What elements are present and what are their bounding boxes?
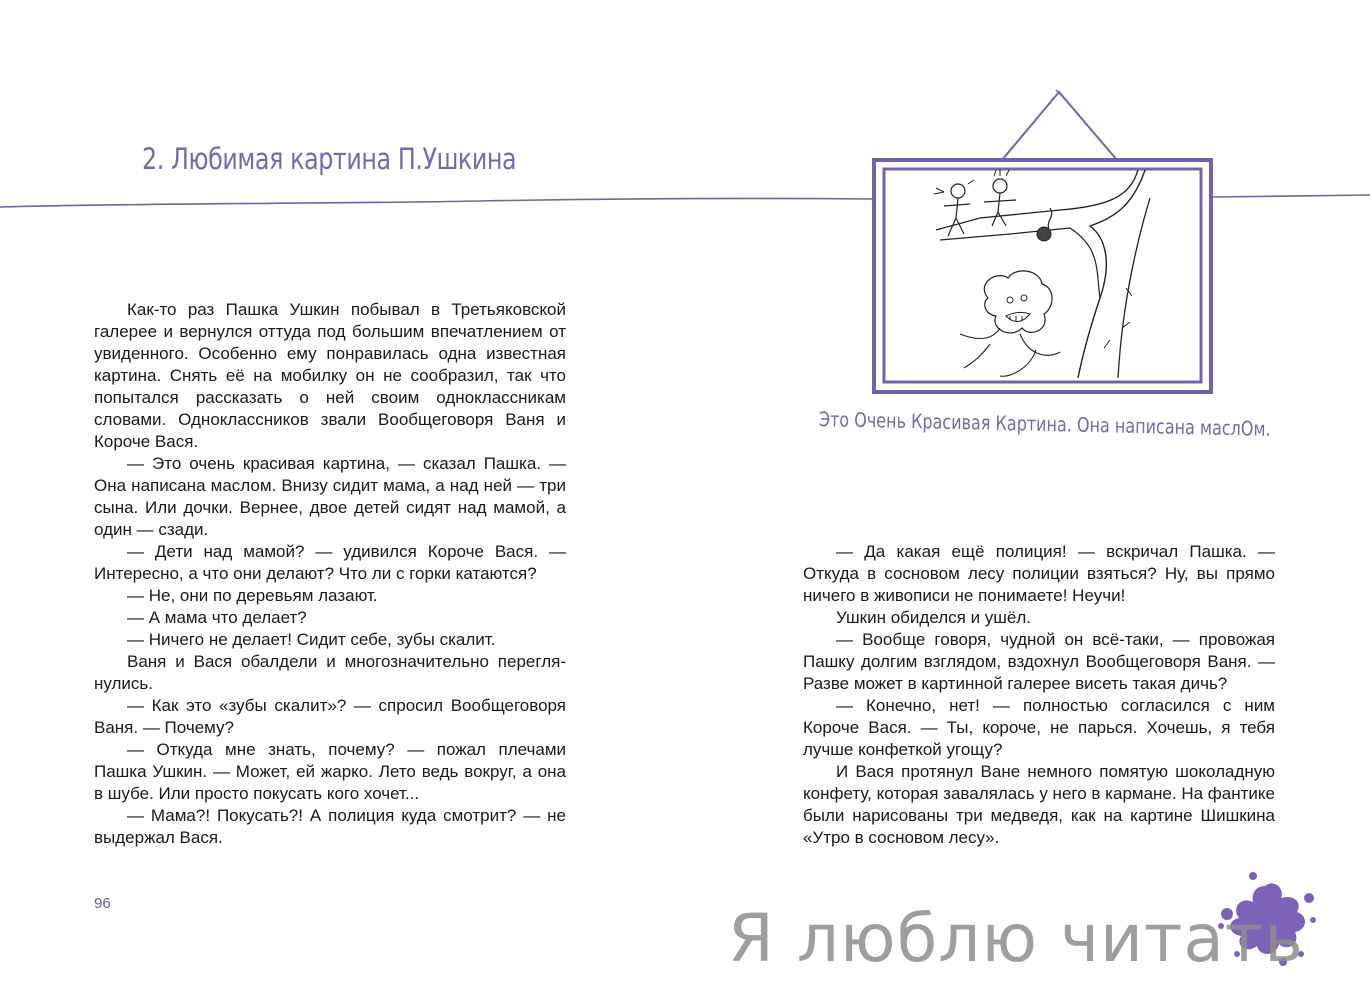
- chapter-title: 2. Любимая картина П.Ушкина: [142, 142, 517, 176]
- paragraph: — Откуда мне знать, почему? — пожал плечами Пашка Ушкин. — Может, ей жарко. Лето ведь вокруг, а она в шубе. Или просто покусать кого хочет...: [94, 740, 566, 803]
- paragraph: — Это очень красивая картина, — сказал Пашка. — Она написана маслом. Внизу сидит мама, а над ней — три сына. Или дочки. Вернее, двое детей сидят над мамой, а один — сзади.: [94, 454, 566, 539]
- page-number: 96: [94, 895, 111, 912]
- paragraph: — Вообще говоря, чудной он всё-таки, — провожая Пашку долгим взглядом, вздохнул Вообщеговоря Ваня. — Разве может в картинной галерее висеть такая дичь?: [803, 630, 1275, 693]
- paragraph: — А мама что делает?: [127, 608, 307, 627]
- framed-painting-illustration: [860, 88, 1220, 398]
- watermark-text: Я люблю читать: [728, 900, 1305, 977]
- right-text-column: [803, 541, 1275, 849]
- paragraph: — Не, они по деревьям лазают.: [127, 586, 378, 605]
- paragraph: — Мама?! Покусать?! А полиция куда смотрит? — не выдержал Вася.: [94, 806, 566, 847]
- paragraph: И Вася протянул Ване немного помятую шоколадную конфету, которая завалялась у него в кармане. На фантике были нарисованы три медведя, как на картине Шишкина «Утро в сосновом лесу».: [803, 762, 1275, 847]
- paragraph: Как-то раз Пашка Ушкин побывал в Третьяковской галерее и вернулся оттуда под большим впечатлением от увиденного. Особенно ему понравилась одна известная картина. Снять её на мобилку он не сообразил, так что попытался рассказать о ней своим одноклассникам словами. Одноклассников звали Вообщеговоря Ваня и Короче Вася.: [94, 300, 566, 451]
- left-text-column: [94, 299, 566, 849]
- illustration-caption: Это Очень Красивая Картина. Она написана маслОм.: [818, 407, 1271, 441]
- paragraph: — Да какая ещё полиция! — вскричал Пашка. — Откуда в сосновом лесу полиции взяться? Ну, вы прямо ничего в живописи не понимаете! Неучи!: [803, 542, 1275, 605]
- paragraph: — Ничего не делает! Сидит себе, зубы скалит.: [127, 630, 496, 649]
- paragraph: Ушкин обиделся и ушёл.: [836, 608, 1032, 627]
- paragraph: — Дети над мамой? — удивился Короче Вася. — Интересно, а что они делают? Что ли с горки катаются?: [94, 542, 566, 583]
- paragraph: Ваня и Вася обалдели и многозначительно переглянулись.: [94, 652, 566, 693]
- paragraph: — Как это «зубы скалит»? — спросил Вообщеговоря Ваня. — Почему?: [94, 696, 566, 737]
- paragraph: — Конечно, нет! — полностью согласился с ним Короче Вася. — Ты, короче, не парься. Хочешь, я тебя лучше конфеткой угощу?: [803, 696, 1275, 759]
